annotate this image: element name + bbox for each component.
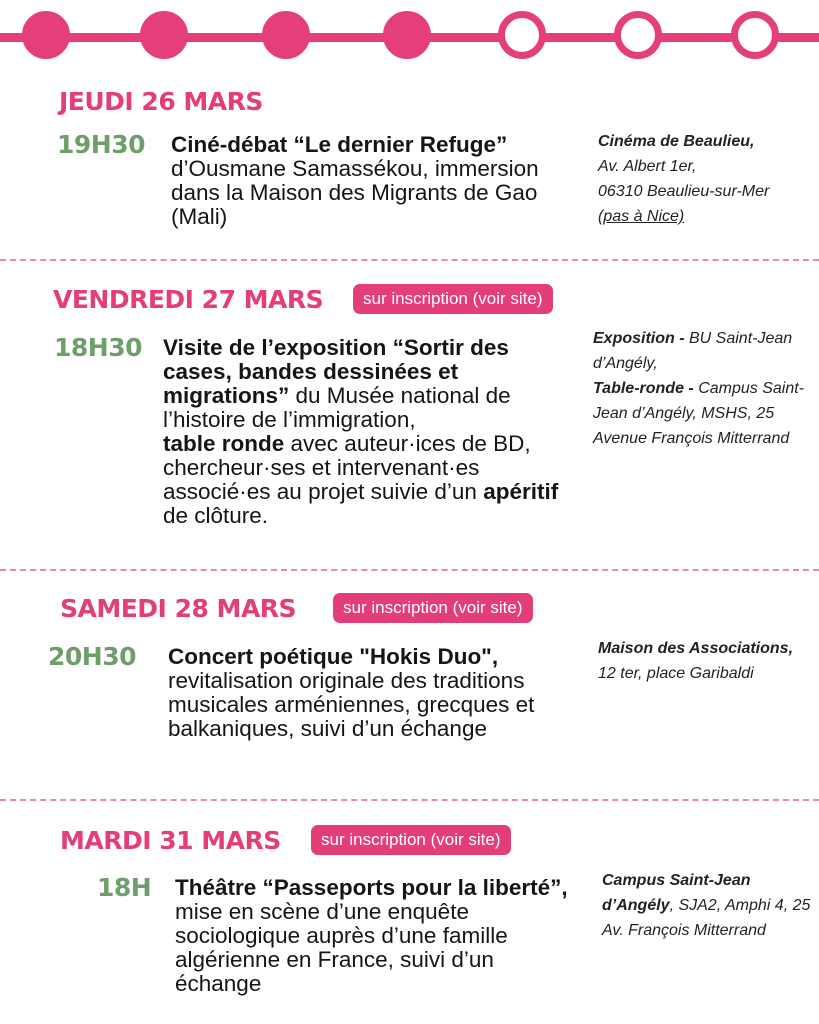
event-title: Concert poétique "Hokis Duo", — [168, 644, 499, 669]
section-divider — [0, 569, 819, 571]
event-description — [175, 876, 585, 996]
timeline-dot-filled — [140, 11, 188, 59]
event-location — [602, 868, 817, 943]
timeline-dot-empty — [498, 11, 546, 59]
event-time: 20H30 — [48, 642, 137, 671]
registration-badge[interactable]: sur inscription (voir site) — [311, 825, 511, 855]
event-text: revitalisation originale des traditions musicales arméniennes, grecques et balkaniques, suivi d’un échange — [168, 668, 535, 741]
event-description — [163, 336, 578, 528]
event-text: mise en scène d’une enquête sociologique auprès d’une famille algérienne en France, suivi d’un échange — [175, 899, 508, 996]
location-label: Exposition - — [593, 330, 685, 347]
event-time: 18H — [97, 873, 152, 902]
timeline-dot-filled — [383, 11, 431, 59]
event-title: Théâtre “Passeports pour la liberté”, — [175, 875, 568, 900]
registration-badge[interactable]: sur inscription (voir site) — [333, 593, 533, 623]
location-address: Av. Albert 1er, — [598, 158, 697, 175]
location-venue: Campus Saint-Jean d’Angély — [602, 872, 751, 914]
event-day: MARDI 31 MARS — [60, 826, 281, 855]
event-description — [171, 133, 566, 229]
event-location — [598, 636, 818, 686]
event-text: de clôture. — [163, 503, 269, 528]
registration-badge[interactable]: sur inscription (voir site) — [353, 284, 553, 314]
location-venue: Maison des Associations, — [598, 640, 794, 657]
event-description — [168, 645, 583, 741]
event-text: avec auteur·ices de BD, chercheur·ses et intervenant·es associé·es au projet suivie d’un — [163, 431, 531, 504]
event-time: 19H30 — [57, 130, 146, 159]
location-venue: Campus Saint-Jean d’Angély, MSHS, 25 Avenue François Mitterrand — [593, 380, 805, 447]
timeline-dot-filled — [22, 11, 70, 59]
event-title: Ciné-débat “Le dernier Refuge” — [171, 132, 508, 157]
section-divider — [0, 259, 819, 261]
location-address: 12 ter, place Garibaldi — [598, 665, 754, 682]
event-day: JEUDI 26 MARS — [59, 87, 263, 116]
event-title: Visite de l’exposition “Sortir des cases, bandes dessinées et migrations” — [163, 335, 509, 408]
event-day: VENDREDI 27 MARS — [53, 285, 324, 314]
event-location — [598, 129, 813, 229]
timeline-dot-filled — [262, 11, 310, 59]
section-divider — [0, 799, 819, 801]
event-highlight: table ronde — [163, 431, 285, 456]
event-text: du Musée national de l’histoire de l’immigration, — [163, 383, 511, 432]
event-day: SAMEDI 28 MARS — [60, 594, 297, 623]
event-highlight: apéritif — [483, 479, 559, 504]
timeline-dot-empty — [731, 11, 779, 59]
location-label: Table-ronde - — [593, 380, 694, 397]
location-venue: Cinéma de Beaulieu, — [598, 133, 755, 150]
location-note: (pas à Nice) — [598, 208, 685, 225]
timeline — [0, 0, 819, 80]
location-venue: BU Saint-Jean d’Angély, — [593, 330, 793, 372]
event-text: d’Ousmane Samassékou, immersion dans la Maison des Migrants de Gao (Mali) — [171, 156, 539, 229]
event-location — [593, 326, 815, 451]
location-address: , SJA2, Amphi 4, 25 Av. François Mitterrand — [602, 897, 811, 939]
location-city: 06310 Beaulieu-sur-Mer — [598, 183, 770, 200]
event-time: 18H30 — [54, 333, 143, 362]
timeline-dot-empty — [614, 11, 662, 59]
